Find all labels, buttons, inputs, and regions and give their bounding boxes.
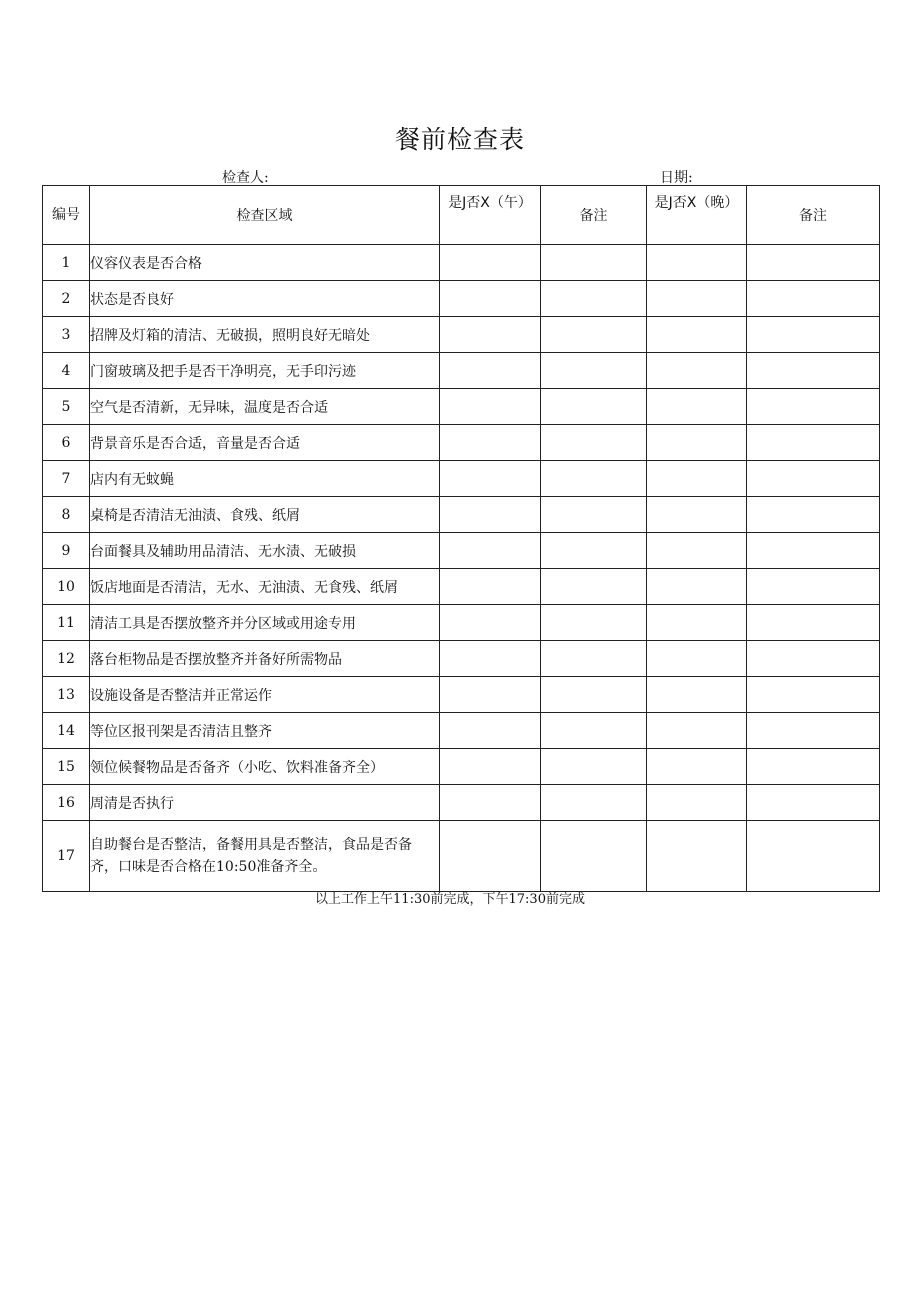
remark-noon-cell[interactable] — [541, 569, 647, 605]
table-row — [43, 821, 880, 892]
yes-no-evening-cell[interactable] — [647, 713, 747, 749]
yes-no-evening-cell[interactable] — [647, 749, 747, 785]
remark-noon-cell[interactable] — [541, 785, 647, 821]
yes-no-evening-cell[interactable] — [647, 533, 747, 569]
yes-no-noon-cell[interactable] — [440, 605, 541, 641]
table-row — [43, 353, 880, 389]
yes-no-evening-cell[interactable] — [647, 317, 747, 353]
table-row — [43, 713, 880, 749]
row-number: 11 — [43, 605, 90, 641]
yes-no-noon-cell[interactable] — [440, 461, 541, 497]
table-row — [43, 461, 880, 497]
remark-evening-cell[interactable] — [747, 533, 880, 569]
yes-no-noon-cell[interactable] — [440, 785, 541, 821]
table-row — [43, 533, 880, 569]
row-number: 6 — [43, 425, 90, 461]
remark-evening-cell[interactable] — [747, 785, 880, 821]
row-check-area: 桌椅是否清洁无油渍、食残、纸屑 — [90, 497, 440, 533]
yes-no-noon-cell[interactable] — [440, 281, 541, 317]
yes-no-evening-cell[interactable] — [647, 425, 747, 461]
header-area: 检查区域 — [90, 186, 440, 245]
remark-noon-cell[interactable] — [541, 281, 647, 317]
table-row — [43, 317, 880, 353]
yes-no-evening-cell[interactable] — [647, 245, 747, 281]
remark-noon-cell[interactable] — [541, 713, 647, 749]
remark-noon-cell[interactable] — [541, 461, 647, 497]
row-number: 12 — [43, 641, 90, 677]
row-number: 14 — [43, 713, 90, 749]
remark-noon-cell[interactable] — [541, 749, 647, 785]
row-number: 16 — [43, 785, 90, 821]
row-check-area: 背景音乐是否合适，音量是否合适 — [90, 425, 440, 461]
row-number: 17 — [43, 821, 90, 892]
table-row — [43, 641, 880, 677]
inspection-table — [42, 185, 880, 892]
remark-noon-cell[interactable] — [541, 425, 647, 461]
table-header-row — [43, 186, 880, 245]
yes-no-noon-cell[interactable] — [440, 533, 541, 569]
table-row — [43, 749, 880, 785]
remark-noon-cell[interactable] — [541, 245, 647, 281]
header-yes-no-evening: 是J否X（晚） — [647, 186, 747, 245]
yes-no-noon-cell[interactable] — [440, 317, 541, 353]
row-check-area: 周清是否执行 — [90, 785, 440, 821]
row-check-area: 设施设备是否整洁并正常运作 — [90, 677, 440, 713]
header-remark-evening: 备注 — [747, 186, 880, 245]
table-row — [43, 425, 880, 461]
row-check-area: 门窗玻璃及把手是否干净明亮，无手印污迹 — [90, 353, 440, 389]
yes-no-evening-cell[interactable] — [647, 389, 747, 425]
table-row — [43, 677, 880, 713]
row-check-area: 空气是否清新，无异味，温度是否合适 — [90, 389, 440, 425]
yes-no-noon-cell[interactable] — [440, 353, 541, 389]
row-check-area: 等位区报刊架是否清洁且整齐 — [90, 713, 440, 749]
yes-no-noon-cell[interactable] — [440, 425, 541, 461]
remark-evening-cell[interactable] — [747, 641, 880, 677]
yes-no-evening-cell[interactable] — [647, 353, 747, 389]
row-number: 15 — [43, 749, 90, 785]
remark-noon-cell[interactable] — [541, 389, 647, 425]
yes-no-noon-cell[interactable] — [440, 749, 541, 785]
row-check-area: 状态是否良好 — [90, 281, 440, 317]
yes-no-noon-cell[interactable] — [440, 389, 541, 425]
remark-evening-cell[interactable] — [747, 713, 880, 749]
row-check-area: 仪容仪表是否合格 — [90, 245, 440, 281]
remark-noon-cell[interactable] — [541, 317, 647, 353]
yes-no-evening-cell[interactable] — [647, 605, 747, 641]
remark-evening-cell[interactable] — [747, 353, 880, 389]
table-row — [43, 497, 880, 533]
row-number: 9 — [43, 533, 90, 569]
remark-evening-cell[interactable] — [747, 749, 880, 785]
yes-no-evening-cell[interactable] — [647, 641, 747, 677]
yes-no-evening-cell[interactable] — [647, 677, 747, 713]
row-number: 10 — [43, 569, 90, 605]
row-number: 3 — [43, 317, 90, 353]
date-label: 日期: — [660, 170, 693, 186]
yes-no-evening-cell[interactable] — [647, 821, 747, 892]
remark-evening-cell[interactable] — [747, 317, 880, 353]
table-row — [43, 605, 880, 641]
table-row — [43, 389, 880, 425]
remark-noon-cell[interactable] — [541, 497, 647, 533]
yes-no-noon-cell[interactable] — [440, 641, 541, 677]
yes-no-noon-cell[interactable] — [440, 713, 541, 749]
remark-noon-cell[interactable] — [541, 821, 647, 892]
row-number: 7 — [43, 461, 90, 497]
row-check-area: 饭店地面是否清洁，无水、无油渍、无食残、纸屑 — [90, 569, 440, 605]
row-number: 2 — [43, 281, 90, 317]
header-yes-no-noon: 是J否X（午） — [440, 186, 541, 245]
remark-evening-cell[interactable] — [747, 245, 880, 281]
yes-no-noon-cell[interactable] — [440, 497, 541, 533]
remark-noon-cell[interactable] — [541, 677, 647, 713]
yes-no-evening-cell[interactable] — [647, 461, 747, 497]
yes-no-evening-cell[interactable] — [647, 785, 747, 821]
remark-evening-cell[interactable] — [747, 497, 880, 533]
remark-evening-cell[interactable] — [747, 821, 880, 892]
row-check-area: 清洁工具是否摆放整齐并分区域或用途专用 — [90, 605, 440, 641]
yes-no-evening-cell[interactable] — [647, 281, 747, 317]
remark-evening-cell[interactable] — [747, 389, 880, 425]
footer-note: 以上工作上午11:30前完成，下午17:30前完成 — [315, 892, 585, 907]
yes-no-noon-cell[interactable] — [440, 569, 541, 605]
remark-noon-cell[interactable] — [541, 533, 647, 569]
remark-evening-cell[interactable] — [747, 425, 880, 461]
header-number: 编号 — [43, 186, 90, 245]
remark-evening-cell[interactable] — [747, 461, 880, 497]
row-number: 1 — [43, 245, 90, 281]
row-check-area: 店内有无蚊蝇 — [90, 461, 440, 497]
row-number: 8 — [43, 497, 90, 533]
yes-no-noon-cell[interactable] — [440, 245, 541, 281]
yes-no-noon-cell[interactable] — [440, 821, 541, 892]
remark-evening-cell[interactable] — [747, 281, 880, 317]
yes-no-noon-cell[interactable] — [440, 677, 541, 713]
yes-no-evening-cell[interactable] — [647, 497, 747, 533]
table-row — [43, 245, 880, 281]
yes-no-evening-cell[interactable] — [647, 569, 747, 605]
table-row — [43, 785, 880, 821]
row-check-area: 招牌及灯箱的清洁、无破损，照明良好无暗处 — [90, 317, 440, 353]
remark-evening-cell[interactable] — [747, 677, 880, 713]
header-remark-noon: 备注 — [541, 186, 647, 245]
row-check-area: 领位候餐物品是否备齐（小吃、饮料准备齐全） — [90, 749, 440, 785]
page-title: 餐前检查表 — [394, 125, 525, 154]
table-row — [43, 281, 880, 317]
row-number: 5 — [43, 389, 90, 425]
row-check-area: 落台柜物品是否摆放整齐并备好所需物品 — [90, 641, 440, 677]
remark-noon-cell[interactable] — [541, 641, 647, 677]
row-number: 4 — [43, 353, 90, 389]
remark-noon-cell[interactable] — [541, 353, 647, 389]
remark-noon-cell[interactable] — [541, 605, 647, 641]
table-row — [43, 569, 880, 605]
row-check-area: 台面餐具及辅助用品清洁、无水渍、无破损 — [90, 533, 440, 569]
row-check-area: 自助餐台是否整洁，备餐用具是否整洁，食品是否备齐，口味是否合格在10:50准备齐全。 — [90, 821, 440, 892]
remark-evening-cell[interactable] — [747, 569, 880, 605]
remark-evening-cell[interactable] — [747, 605, 880, 641]
inspector-label: 检查人: — [222, 170, 269, 186]
row-number: 13 — [43, 677, 90, 713]
